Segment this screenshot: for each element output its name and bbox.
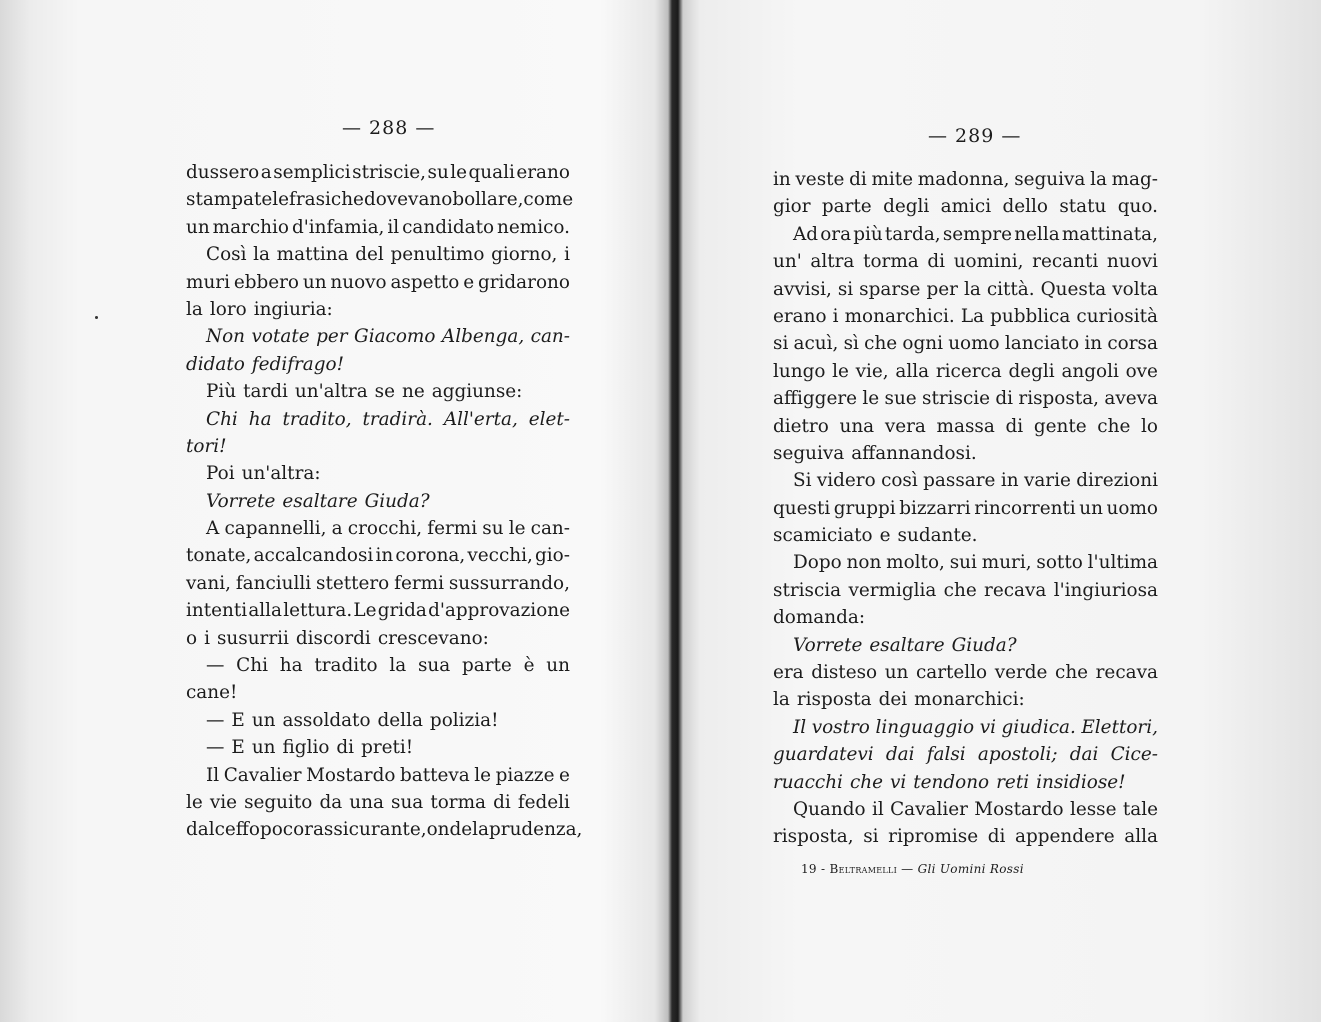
left-page-number: — 288 — [342, 117, 436, 139]
text-line: stampate le frasi che dovevano bollare, come [186, 189, 574, 211]
text-line: Ad ora più tarda, sempre nella mattinata, [793, 223, 1158, 245]
text-line: la risposta dei monarchici: [773, 689, 1025, 711]
signature-author: Beltramelli [829, 862, 898, 876]
speck [95, 316, 98, 319]
signature-number: 19 - [801, 862, 826, 876]
text-line: ruacchi che vi tendono reti insidiose! [773, 771, 1126, 793]
text-line: risposta, si ripromise di appendere alla [773, 826, 1158, 848]
text-line: intenti alla lettura. Le grida d'approvazione [186, 600, 570, 622]
text-line: guardatevi dai falsi apostoli; dai Cice- [773, 744, 1158, 766]
text-line: striscia vermiglia che recava l'ingiuriosa [773, 579, 1158, 601]
text-line: in veste di mite madonna, seguiva la mag- [773, 169, 1158, 190]
text-line: si acuì, sì che ogni uomo lanciato in corsa [773, 333, 1158, 355]
text-line: Non votate per Giacomo Albenga, can- [206, 326, 570, 348]
text-line: avvisi, si sparse per la città. Questa volta [773, 278, 1158, 300]
text-line: lungo le vie, alla ricerca degli angoli ove [773, 360, 1158, 382]
text-line: questi gruppi bizzarri rincorrenti un uomo [773, 497, 1158, 519]
signature-dash: — [901, 862, 914, 876]
text-line: Si videro così passare in varie direzioni [793, 470, 1158, 492]
text-line: tori! [186, 435, 227, 457]
text-line: dussero a semplici striscie, su le quali erano [186, 162, 570, 183]
text-line: Poi un'altra: [206, 463, 321, 485]
text-line: la loro ingiuria: [186, 298, 333, 320]
text-line: Più tardi un'altra se ne aggiunse: [206, 381, 523, 403]
left-page-text [186, 159, 583, 844]
right-page [683, 0, 1321, 1022]
text-line: A capannelli, a crocchi, fermi su le can- [206, 518, 570, 540]
text-line: gior parte degli amici dello statu quo. [773, 196, 1158, 218]
text-line: scamiciato e sudante. [773, 525, 978, 547]
signature-title: Gli Uomini Rossi [917, 862, 1024, 876]
text-line: Il Cavalier Mostardo batteva le piazze e [206, 764, 570, 786]
text-line: Chi ha tradito, tradirà. All'erta, elet- [206, 408, 570, 430]
text-line: vani, fanciulli stettero fermi sussurrando, [186, 572, 570, 594]
text-line: era disteso un cartello verde che recava [773, 662, 1158, 684]
text-line: seguiva affannandosi. [773, 442, 977, 464]
text-line: didato fedifrago! [186, 353, 345, 375]
text-line: — E un figlio di preti! [206, 737, 414, 759]
text-line: affiggere le sue striscie di risposta, aveva [773, 388, 1158, 410]
text-line: — Chi ha tradito la sua parte è un [206, 655, 570, 677]
text-line: muri ebbero un nuovo aspetto e gridarono [186, 271, 570, 293]
text-line: Vorrete esaltare Giuda? [206, 490, 430, 512]
text-line: un' altra torma di uomini, recanti nuovi [773, 251, 1158, 273]
text-line: le vie seguito da una sua torma di fedeli [186, 791, 570, 813]
text-line: un marchio d'infamia, il candidato nemico. [186, 216, 570, 238]
text-line: domanda: [773, 607, 866, 629]
text-line: cane! [186, 682, 238, 704]
right-page-text [773, 166, 1158, 851]
text-line: erano i monarchici. La pubblica curiosità [773, 305, 1158, 327]
text-line: o i susurrii discordi crescevano: [186, 627, 489, 649]
text-line: Dopo non molto, sui muri, sotto l'ultima [793, 552, 1158, 574]
text-line: Così la mattina del penultimo giorno, i [206, 244, 570, 266]
text-line: Il vostro linguaggio vi giudica. Elettori, [793, 716, 1158, 738]
text-line: — E un assoldato della polizia! [206, 709, 499, 731]
text-line: dietro una vera massa di gente che lo [773, 415, 1158, 437]
text-line: dal ceffo poco rassicurante, onde la prudenza, [186, 819, 583, 841]
signature-line [801, 862, 1024, 876]
text-line: Vorrete esaltare Giuda? [793, 634, 1017, 656]
text-line: Quando il Cavalier Mostardo lesse tale [793, 798, 1158, 820]
right-page-number: — 289 — [928, 125, 1022, 147]
text-line: tonate, accalcandosi in corona, vecchi, gio- [186, 545, 570, 567]
